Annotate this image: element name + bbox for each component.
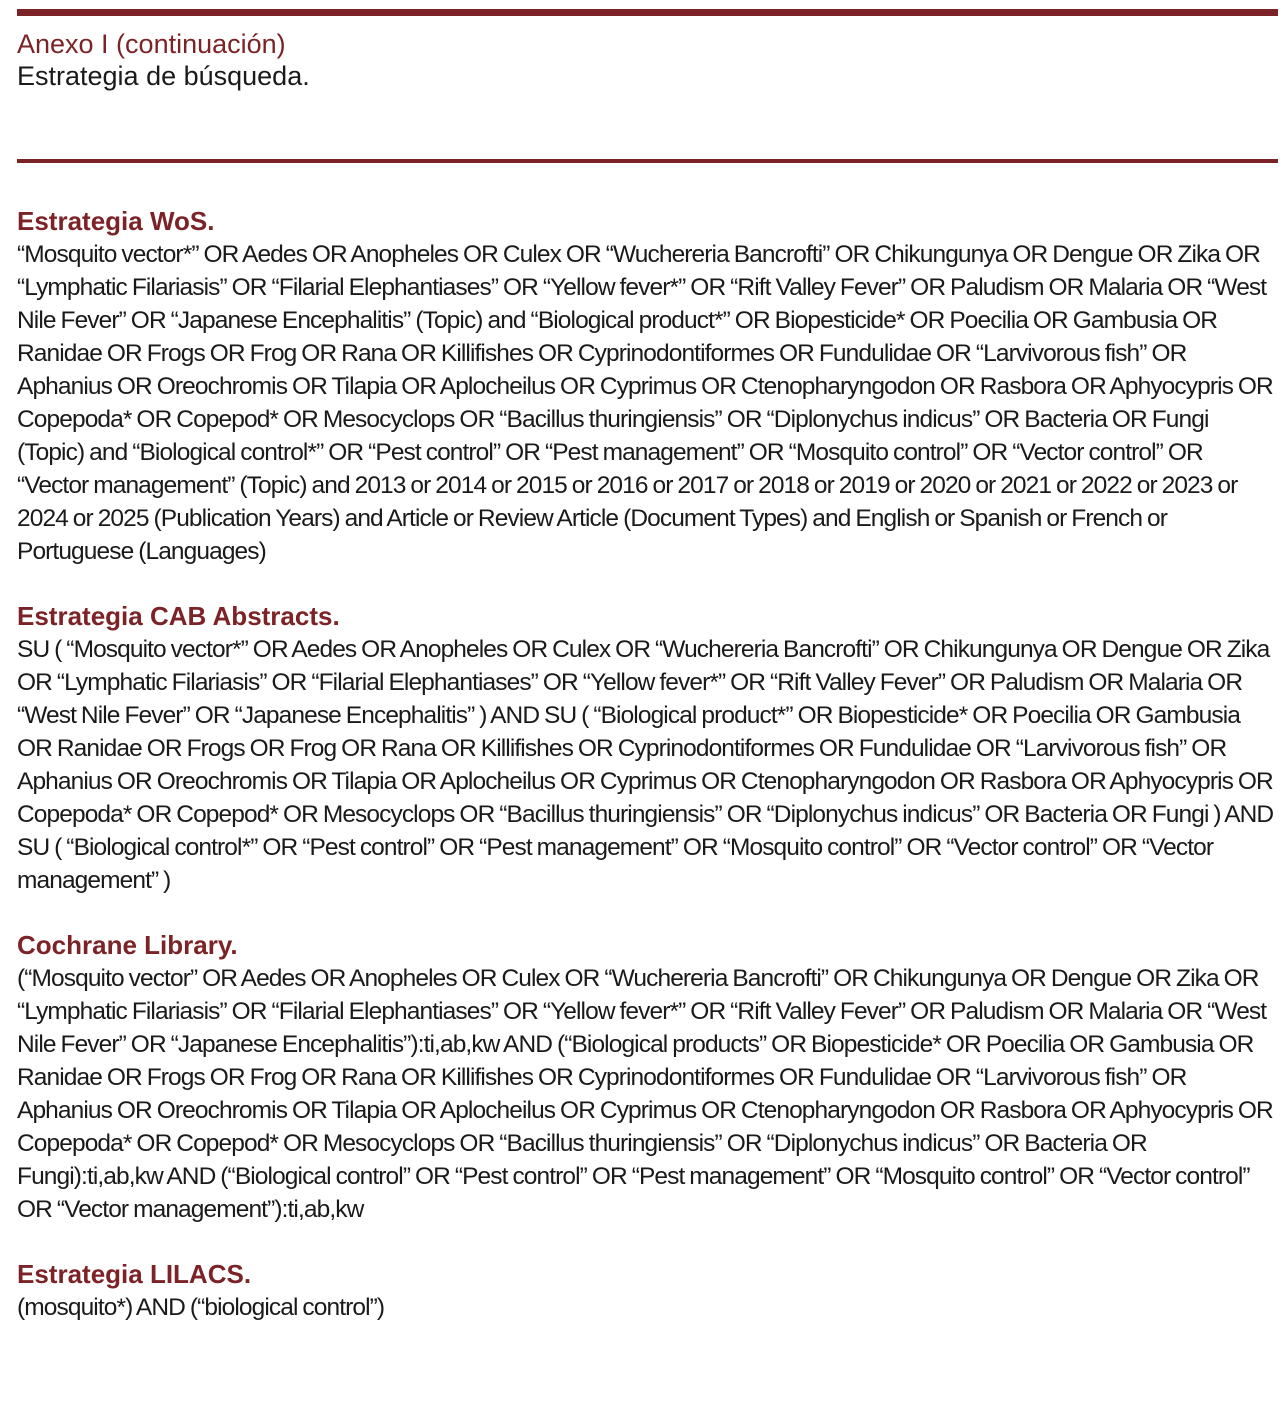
annex-subtitle: Estrategia de búsqueda. (17, 61, 310, 91)
section-heading: Cochrane Library. (17, 930, 238, 960)
top-divider (17, 9, 1278, 16)
section-wos (17, 205, 1278, 568)
section-cab-abstracts (17, 600, 1278, 897)
annex-title: Anexo I (continuación) (17, 29, 286, 59)
header-divider (17, 159, 1278, 163)
section-cochrane (17, 929, 1278, 1226)
section-heading: Estrategia WoS. (17, 206, 215, 236)
section-heading: Estrategia CAB Abstracts. (17, 601, 340, 631)
search-strategies (17, 205, 1278, 1356)
search-query-text: SU ( “Mosquito vector*” OR Aedes OR Anopheles OR Culex OR “Wuchereria Bancrofti” OR Chikungunya OR Dengue OR Zika OR “Lymphatic Filariasis” OR “Filarial Elephantiases” OR “Yellow fever*” OR “Rift Valley Fever” OR Paludism OR Malaria OR “West Nile Fever” OR “Japanese Encephalitis” ) AND SU ( “Biological product*” OR Biopesticide* OR Poecilia OR Gambusia OR Ranidae OR Frogs OR Frog OR Rana OR Killifishes OR Cyprinodontiformes OR Fundulidae OR “Larvivorous fish” OR Aphanius OR Oreochromis OR Tilapia OR Aplocheilus OR Cyprimus OR Ctenopharyngodon OR Rasbora OR Aphyocypris OR Copepoda* OR Copepod* OR Mesocyclops OR “Bacillus thuringiensis” OR “Diplonychus indicus” OR Bacteria OR Fungi ) AND SU ( “Biological control*” OR “Pest control” OR “Pest management” OR “Mosquito control” OR “Vector control” OR “Vector management” ) (17, 636, 1274, 894)
section-lilacs (17, 1258, 1278, 1324)
search-query-text: “Mosquito vector*” OR Aedes OR Anopheles OR Culex OR “Wuchereria Bancrofti” OR Chikungunya OR Dengue OR Zika OR “Lymphatic Filariasis” OR “Filarial Elephantiases” OR “Yellow fever*” OR “Rift Valley Fever” OR Paludism OR Malaria OR “West Nile Fever” OR “Japanese Encephalitis” (Topic) and “Biological product*” OR Biopesticide* OR Poecilia OR Gambusia OR Ranidae OR Frogs OR Frog OR Rana OR Killifishes OR Cyprinodontiformes OR Fundulidae OR “Larvivorous fish” OR Aphanius OR Oreochromis OR Tilapia OR Aplocheilus OR Cyprimus OR Ctenopharyngodon OR Rasbora OR Aphyocypris OR Copepoda* OR Copepod* OR Mesocyclops OR “Bacillus thuringiensis” OR “Diplonychus indicus” OR Bacteria OR Fungi (Topic) and “Biological control*” OR “Pest control” OR “Pest management” OR “Mosquito control” OR “Vector control” OR “Vector management” (Topic) and 2013 or 2014 or 2015 or 2016 or 2017 or 2018 or 2019 or 2020 or 2021 or 2022 or 2023 or 2024 or 2025 (Publication Years) and Article or Review Article (Document Types) and English or Spanish or French or Portuguese (Languages) (17, 241, 1273, 565)
section-heading: Estrategia LILACS. (17, 1259, 252, 1289)
search-query-text: (“Mosquito vector” OR Aedes OR Anopheles OR Culex OR “Wuchereria Bancrofti” OR Chikungunya OR Dengue OR Zika OR “Lymphatic Filariasis” OR “Filarial Elephantiases” OR “Yellow fever*” OR “Rift Valley Fever” OR Paludism OR Malaria OR “West Nile Fever” OR “Japanese Encephalitis”):ti,ab,kw AND (“Biological products” OR Biopesticide* OR Poecilia OR Gambusia OR Ranidae OR Frogs OR Frog OR Rana OR Killifishes OR Cyprinodontiformes OR Fundulidae OR “Larvivorous fish” OR Aphanius OR Oreochromis OR Tilapia OR Aplocheilus OR Cyprimus OR Ctenopharyngodon OR Rasbora OR Aphyocypris OR Copepoda* OR Copepod* OR Mesocyclops OR “Bacillus thuringiensis” OR “Diplonychus indicus” OR Bacteria OR Fungi):ti,ab,kw AND (“Biological control” OR “Pest control” OR “Pest management” OR “Mosquito control” OR “Vector control” OR “Vector management”):ti,ab,kw (17, 965, 1273, 1223)
annex-header (17, 28, 1278, 92)
search-query-text: (mosquito*) AND (“biological control”) (17, 1294, 385, 1321)
